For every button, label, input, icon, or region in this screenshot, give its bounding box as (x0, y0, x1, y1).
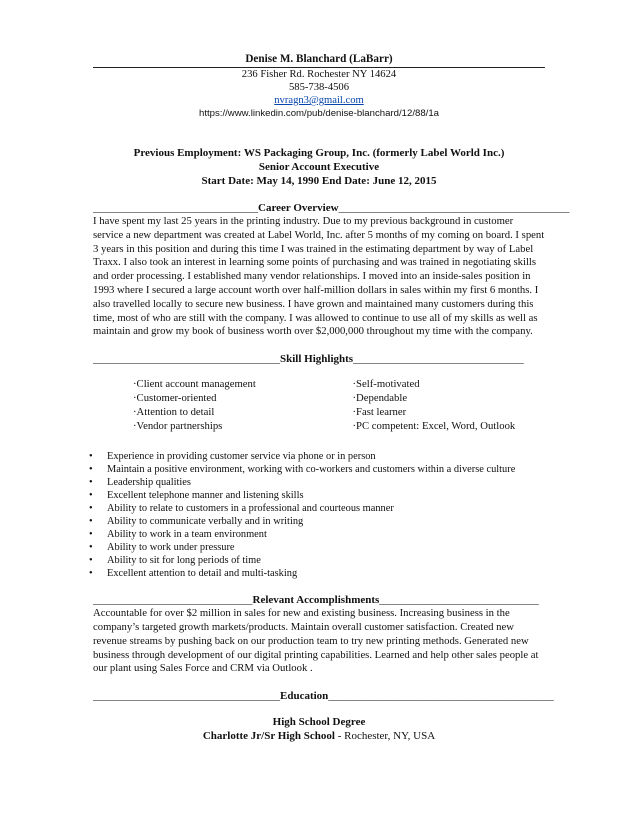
accomplishments-heading: _____________________________Relevant Accomplishments_____________________________ (93, 594, 539, 607)
address: 236 Fisher Rd. Rochester NY 14624 (241, 69, 397, 80)
bullet-icon: • (89, 555, 93, 567)
list-item: • Maintain a positive environment, working with co-workers and customers within a diverse culture (89, 464, 516, 476)
list-item: • Ability to sit for long periods of time (89, 555, 261, 567)
bullet-icon: • (89, 542, 93, 554)
degree: High School Degree (272, 716, 366, 729)
list-item: • Leadership qualities (89, 477, 191, 489)
list-item: • Experience in providing customer service via phone or in person (89, 451, 376, 463)
career-overview-text: I have spent my last 25 years in the printing industry. Due to my previous background in customer service a new department was created at Label World, Inc. after 5 months of my coming on board. I spent 3 years in this position and during this time I was trained in the estimating department by way of Label Traxx. I also took an interest in learning some points of purchasing and was trained in negotiating skills and order processing. I established many vendor relationships. I moved into an inside-sales position in 1993 where I secured a large account worth over half-million dollars in sales within my first 6 months. I also travelled locally to secure new business. I have grown and maintained many customers during this time, most of who are still with the company. I was allowed to continue to use all of my skills as well as maintain and grow my book of business worth over $2,000,000 throughout my time with the company. (93, 215, 545, 338)
list-item: • Ability to work in a team environment (89, 529, 267, 541)
list-item: • Ability to relate to customers in a professional and courteous manner (89, 503, 394, 515)
list-item: • Excellent attention to detail and multi-tasking (89, 568, 298, 580)
skill-item: ·Customer-oriented (133, 392, 217, 405)
skill-item: ·Attention to detail (133, 406, 215, 419)
bullet-icon: • (89, 451, 93, 463)
phone: 585-738-4506 (288, 82, 350, 93)
skill-item: ·Self-motivated (352, 378, 420, 391)
skill-item: ·Client account management (133, 378, 256, 391)
skill-item: ·Fast learner (352, 406, 407, 419)
skill-bullet-list (89, 450, 545, 580)
school-line (93, 729, 545, 743)
skill-highlights-heading: __________________________________Skill Highlights_______________________________ (93, 353, 524, 366)
education-heading: __________________________________Education_________________________________________ (93, 690, 554, 703)
bullet-icon: • (89, 516, 93, 528)
email-link[interactable]: nvragn3@gmail.com (274, 95, 364, 106)
bullet-icon: • (89, 503, 93, 515)
list-item: • Ability to work under pressure (89, 542, 235, 554)
school-location: - Rochester, NY, USA (334, 730, 436, 743)
accomplishments-text: Accountable for over $2 million in sales for new and existing business. Increasing business in the company’s targeted growth markets/products. Maintain overall customer satisfaction. Created new revenue streams by pushing back on our production team to try new printing methods. Generated new business through development of our digital printing capabilities. Learned and help other sales people at our plant using Sales Force and CRM via Outlook . (93, 607, 539, 675)
bullet-icon: • (89, 529, 93, 541)
skills-right-column (352, 377, 545, 433)
bullet-icon: • (89, 464, 93, 476)
school-name: Charlotte Jr/Sr High School (202, 730, 335, 743)
employment-dates: Start Date: May 14, 1990 End Date: June 12, 2015 (201, 175, 437, 187)
bullet-icon: • (89, 477, 93, 489)
job-title: Senior Account Executive (258, 161, 380, 173)
linkedin-url[interactable]: https://www.linkedin.com/pub/denise-blanchard/12/88/1a (199, 108, 439, 119)
skill-item: ·Vendor partnerships (133, 420, 223, 433)
list-item: • Ability to communicate verbally and in writing (89, 516, 304, 528)
skills-left-column (133, 377, 352, 433)
skill-item: ·PC competent: Excel, Word, Outlook (352, 420, 516, 433)
candidate-name: Denise M. Blanchard (LaBarr) (93, 52, 545, 68)
skill-item: ·Dependable (352, 392, 408, 405)
bullet-icon: • (89, 490, 93, 502)
skill-columns (133, 377, 545, 433)
bullet-icon: • (89, 568, 93, 580)
employment-line: Previous Employment: WS Packaging Group, Inc. (formerly Label World Inc.) (133, 147, 505, 159)
list-item: • Excellent telephone manner and listening skills (89, 490, 304, 502)
resume-page (89, 52, 570, 743)
career-overview-heading: ______________________________Career Overview__________________________________________ (93, 202, 570, 214)
